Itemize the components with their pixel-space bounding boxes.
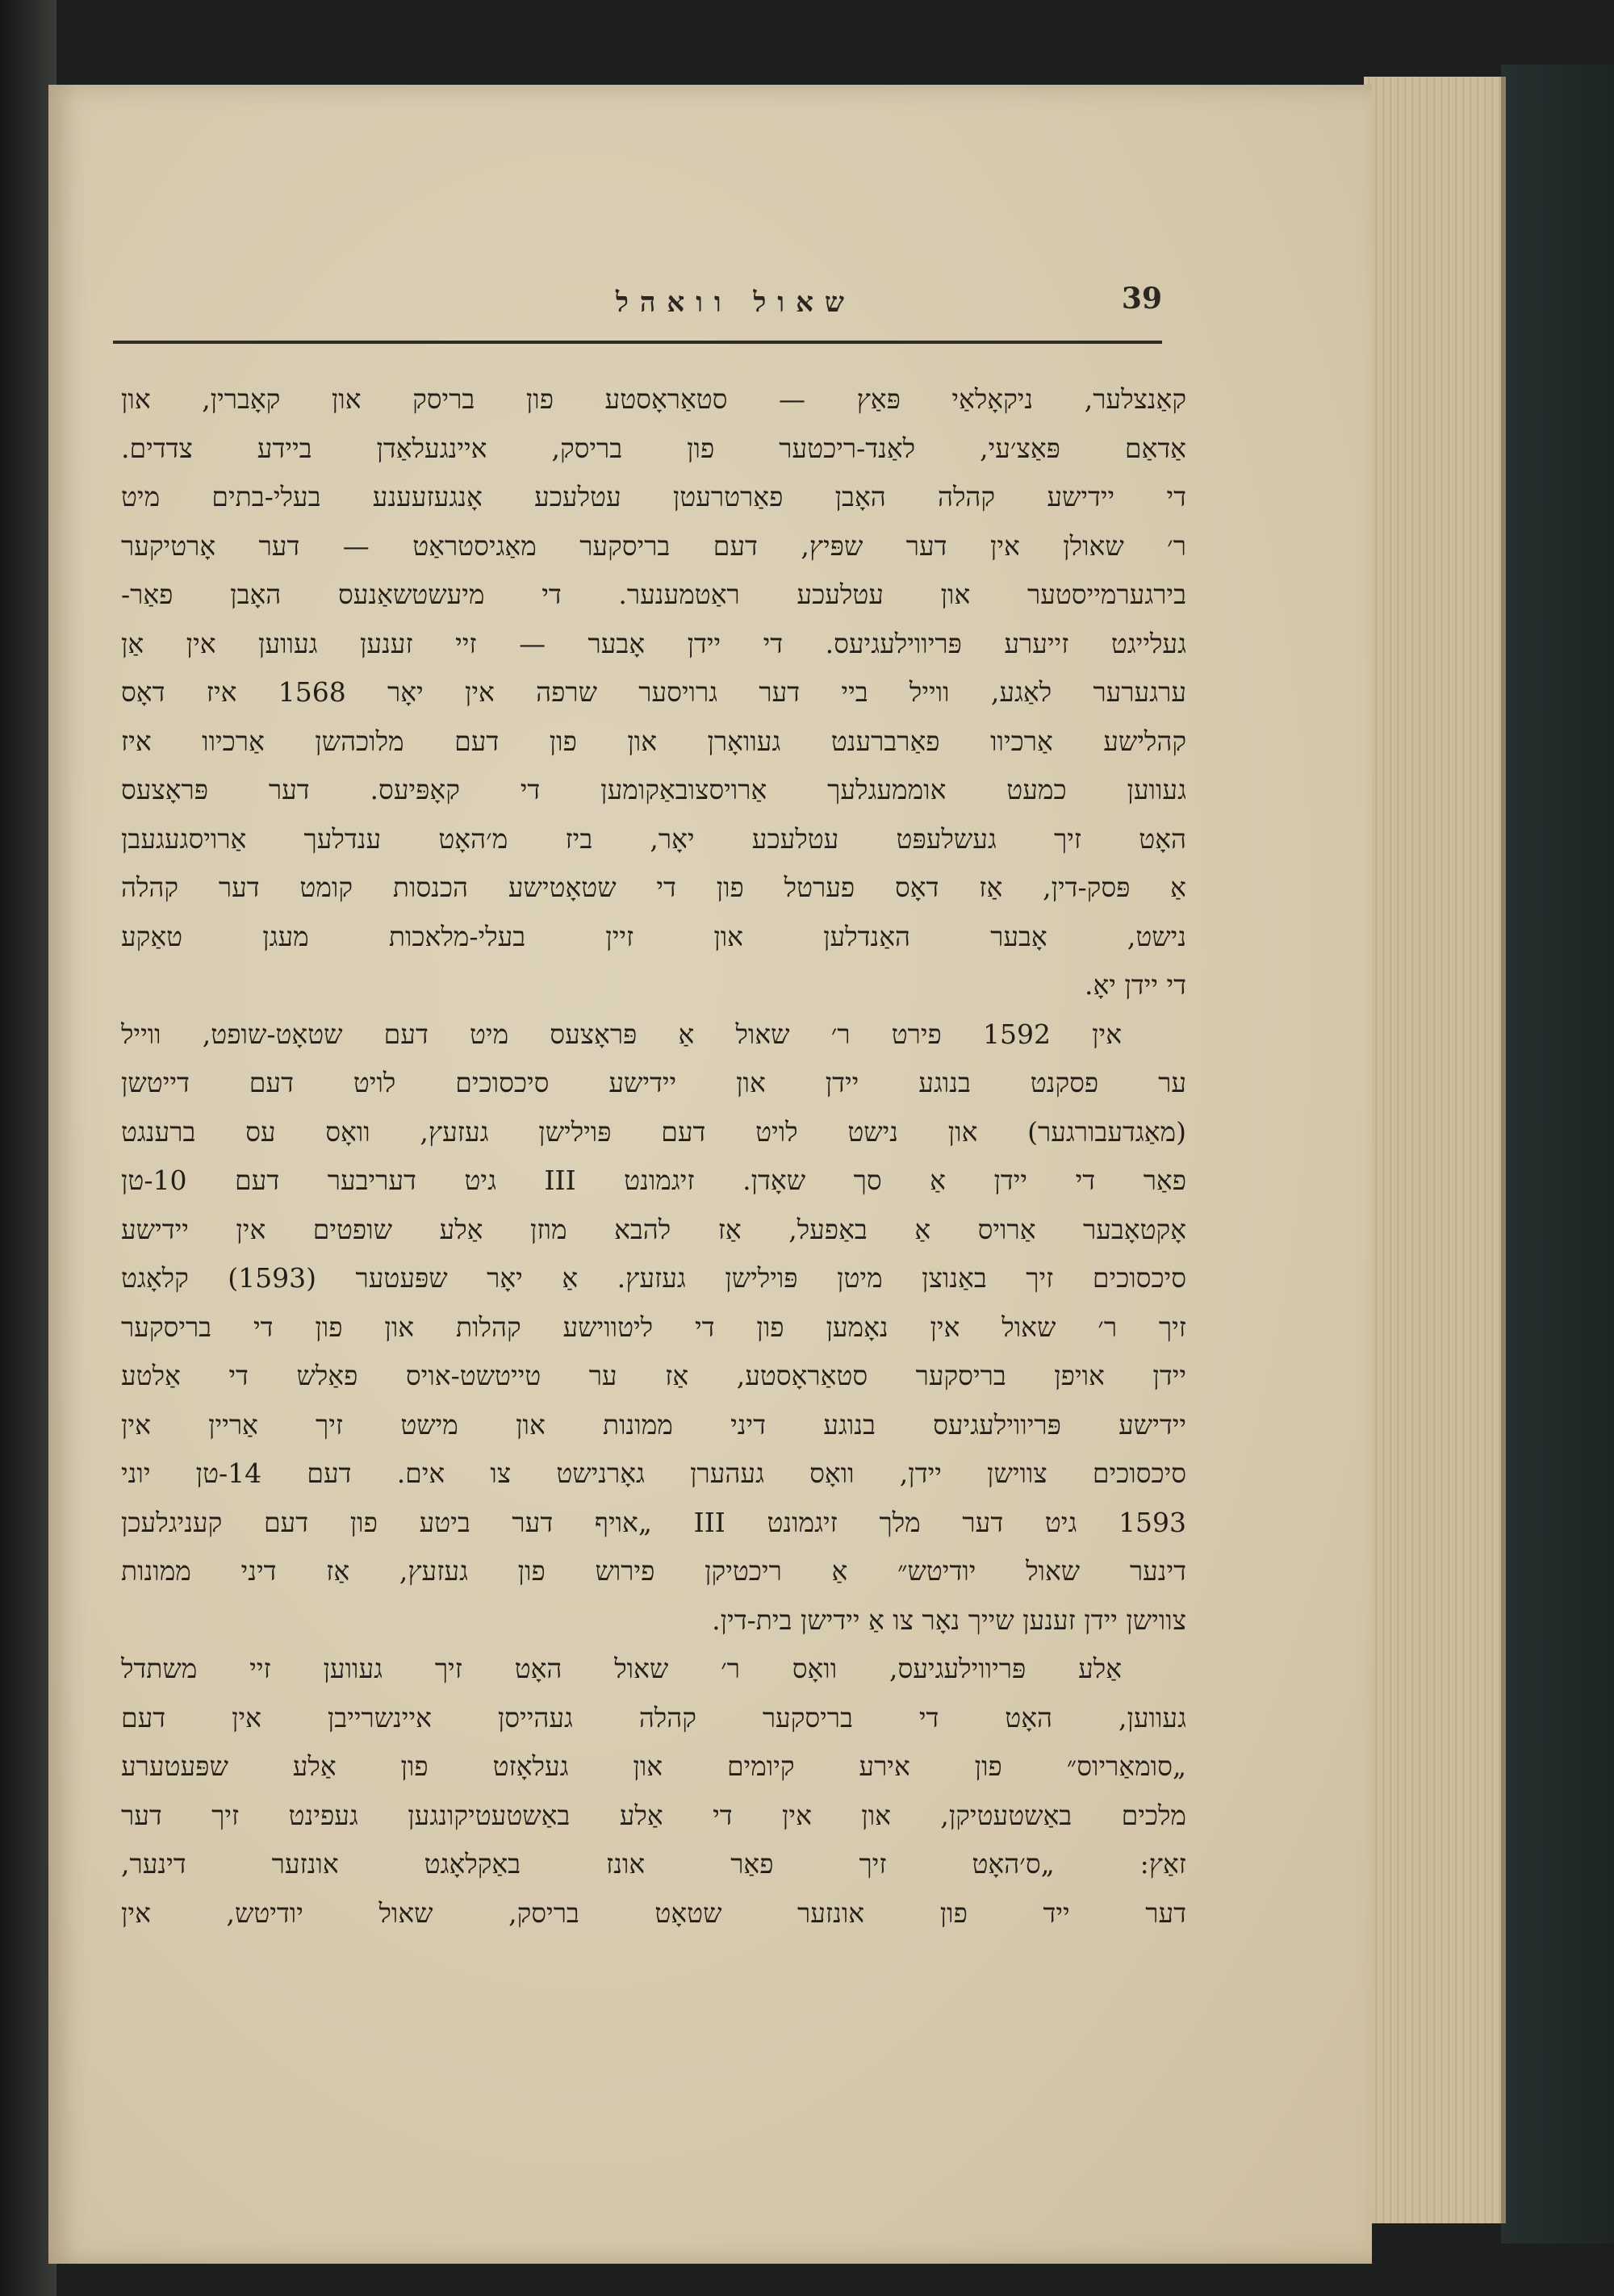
text-line: זאַץ: „ס׳האָט זיך פאַר אונז באַקלאָגט אונזער דינער, (121, 1848, 1186, 1880)
text-line: פאַר די יידן אַ סך שאָדן. זיגמונט III גיט דעריבער דעם 10-טן (121, 1165, 1186, 1196)
text-line: קהלישע אַרכיוו פאַרברענט געוואָרן און פון דעם מלוכהשן אַרכיוו איז (121, 725, 1186, 757)
text-line: סיכסוכים זיך באַנוצן מיטן פּוילישן געזעץ. אַ יאָר שפּעטער (1593) קלאָגט (121, 1262, 1186, 1294)
text-line: „סומאַריוס״ פון אירע קיומים און געלאָזט פון אַלע שפּעטערע (121, 1750, 1186, 1782)
text-line: ערגערער לאַגע, ווייל ביי דער גרויסער שרפה אין יאָר 1568 איז דאָס (121, 676, 1186, 708)
text-line: די יידישע קהלה האָבן פאַרטרעטן עטלעכע אָנגעזעענע בעלי-בתים מיט (121, 481, 1186, 512)
text-line: יידישע פּריווילעגיעס בנוגע דיני ממונות און מישט זיך אַריין אין (121, 1408, 1186, 1441)
page-number: 39 (1121, 282, 1162, 316)
text-line: אין 1592 פירט ר׳ שאול אַ פּראָצעס מיט דעם שטאָט-שופט, ווייל (121, 1018, 1122, 1050)
text-line: יידן אויפן בריסקער סטאַראָסטע, אַז ער טייטשט-אויס פאַלש די אַלטע (121, 1360, 1186, 1391)
text-line: אַ פּסק-דין, אַז דאָס פערטל פון די שטאָטישע הכנסות קומט דער קהלה (121, 872, 1186, 903)
text-line: נישט, אָבער האַנדלען און זיין בעלי-מלאכות מעגן טאַקע (121, 920, 1186, 952)
text-line: אַלע פּריווילעגיעס, וואָס ר׳ שאול האָט זיך געווען זיי משתדל (121, 1653, 1122, 1684)
text-line: בירגערמייסטער און עטלעכע ראַטמענער. די מיעשטשאַנעס האָבן פאַר- (121, 579, 1186, 610)
text-line: זיך ר׳ שאול אין נאָמען פון די ליטווישע קהלות און פון די בריסקער (121, 1311, 1186, 1343)
running-header (113, 282, 1162, 335)
text-line: ער פסקנט בנוגע יידן און יידישע סיכסוכים לויט דעם דייטשן (121, 1067, 1186, 1098)
header-rule (113, 341, 1162, 344)
text-line: דער ייד פון אונזער שטאָט בריסק, שאול יודיטש, אין (121, 1897, 1186, 1929)
text-line: קאַנצלער, ניקאָלאַי פּאַץ — סטאַראָסטע פון בריסק און קאָברין, און (121, 383, 1186, 415)
page-edges (1364, 77, 1506, 2223)
text-line: אַדאַם פּאַצ׳עי, לאַנד-ריכטער פון בריסק, איינגעלאַדן ביידע צדדים. (121, 432, 1186, 464)
text-line: געווען, האָט די בריסקער קהלה געהייסן איינשרייבן אין דעם (121, 1701, 1186, 1734)
text-line: סיכסוכים צווישן יידן, וואָס געהערן גאָרנישט צו אים. דעם 14-טן יוני (121, 1457, 1186, 1489)
text-line: אָקטאָבער אַרויס אַ באַפעל, אַז להבא מוזן אַלע שופטים אין יידישע (121, 1213, 1186, 1245)
text-line: האָט זיך געשלעפּט עטלעכע יאָר, ביז מ׳האָט ענדלעך אַרויסגעגעבן (121, 822, 1186, 855)
text-line: געווען כמעט אוממעגלעך אַרויסצובאַקומען די קאָפּיעס. דער פּראָצעס (121, 774, 1186, 805)
header-title: שאול וואהל (615, 286, 855, 319)
text-line: צווישן יידן זענען שייך נאָר צו אַ יידישן בית-דין. (712, 1604, 1186, 1636)
text-line: ר׳ שאולן אין דער שפּיץ, דעם בריסקער מאַגיסטראַט — דער אָרטיקער (121, 529, 1186, 562)
text-line: מלכים באַשטעטיקן, און אין די אַלע באַשטעטיקונגען געפינט זיך דער (121, 1799, 1186, 1831)
body-text (121, 375, 1186, 1938)
text-line: (מאַגדעבורגער) און נישט לויט דעם פּוילישן געזעץ, וואָס עס ברענגט (121, 1115, 1186, 1148)
text-line: געלייגט זייערע פּריווילעגיעס. די יידן אָבער — זיי זענען געווען אין אַן (121, 627, 1186, 659)
right-cover (1501, 65, 1614, 2244)
text-line: דינער שאול יודיטש״ אַ ריכטיקן פירוש פון געזעץ, אַז דיני ממונות (121, 1555, 1186, 1587)
text-line: 1593 גיט דער מלך זיגמונט III „אויף דער ביטע פון דעם קעניגלעכן (121, 1506, 1186, 1538)
text-line: די יידן יאָ. (1084, 969, 1186, 1001)
